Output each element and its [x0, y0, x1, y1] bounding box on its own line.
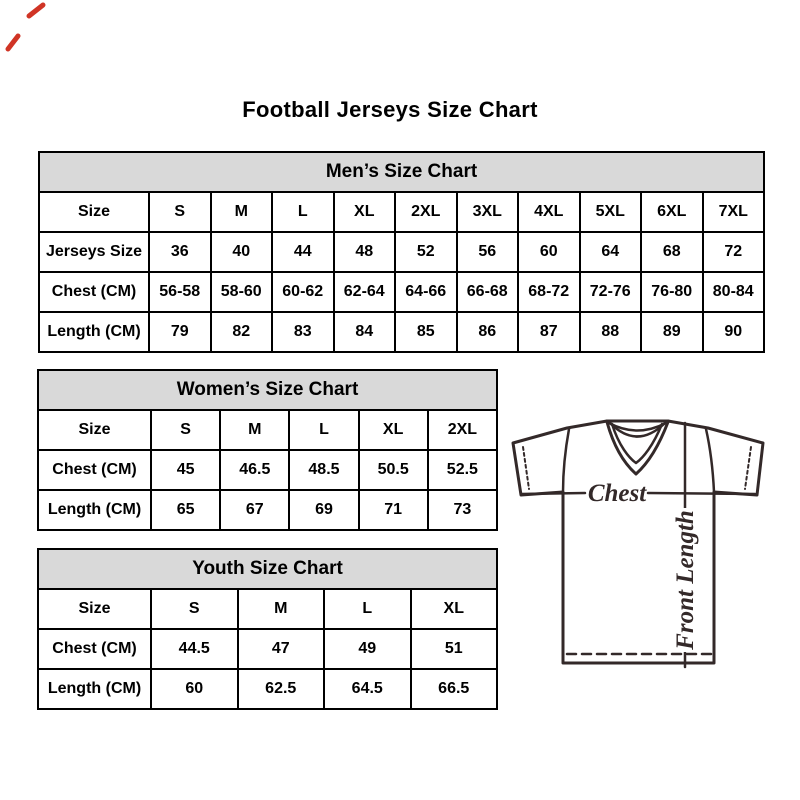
value-cell: XL: [359, 410, 428, 450]
table-row: [39, 232, 764, 272]
value-cell: 85: [395, 312, 457, 352]
row-label-cell: Jerseys Size: [39, 232, 149, 272]
value-cell: 66.5: [411, 669, 498, 709]
value-cell: 65: [151, 490, 220, 530]
value-cell: 66-68: [457, 272, 519, 312]
value-cell: 82: [211, 312, 273, 352]
left-armhole-seam: [563, 429, 569, 492]
table-row: [39, 312, 764, 352]
table-title-row: [39, 152, 764, 192]
value-cell: 87: [518, 312, 580, 352]
table-title: Youth Size Chart: [38, 549, 497, 589]
table-row: [39, 192, 764, 232]
value-cell: 36: [149, 232, 211, 272]
value-cell: 72: [703, 232, 765, 272]
value-cell: 62-64: [334, 272, 396, 312]
jersey-measurement-diagram: [505, 416, 770, 672]
value-cell: L: [289, 410, 358, 450]
value-cell: 48: [334, 232, 396, 272]
value-cell: 68-72: [518, 272, 580, 312]
value-cell: 56: [457, 232, 519, 272]
jersey-collar: [607, 421, 668, 474]
value-cell: S: [149, 192, 211, 232]
table-title: Men’s Size Chart: [39, 152, 764, 192]
value-cell: 83: [272, 312, 334, 352]
value-cell: 48.5: [289, 450, 358, 490]
mens-size-table: [38, 151, 765, 349]
table-row: [38, 669, 497, 709]
value-cell: 7XL: [703, 192, 765, 232]
value-cell: 72-76: [580, 272, 642, 312]
value-cell: 56-58: [149, 272, 211, 312]
value-cell: S: [151, 410, 220, 450]
value-cell: 88: [580, 312, 642, 352]
value-cell: 46.5: [220, 450, 289, 490]
value-cell: 60: [518, 232, 580, 272]
youth-size-table: [37, 548, 498, 706]
chest-measure-line: [521, 493, 585, 494]
value-cell: 4XL: [518, 192, 580, 232]
left-cuff-dashed-line: [523, 447, 529, 489]
value-cell: 64: [580, 232, 642, 272]
value-cell: 86: [457, 312, 519, 352]
value-cell: M: [211, 192, 273, 232]
row-label-cell: Chest (CM): [38, 629, 151, 669]
table-row: [38, 450, 497, 490]
value-cell: 62.5: [238, 669, 325, 709]
value-cell: 40: [211, 232, 273, 272]
table-row: [38, 589, 497, 629]
value-cell: 76-80: [641, 272, 703, 312]
value-cell: 84: [334, 312, 396, 352]
table-title: Women’s Size Chart: [38, 370, 497, 410]
table-title-row: [38, 549, 497, 589]
value-cell: 60: [151, 669, 238, 709]
value-cell: 52: [395, 232, 457, 272]
value-cell: 89: [641, 312, 703, 352]
value-cell: 67: [220, 490, 289, 530]
value-cell: XL: [411, 589, 498, 629]
value-cell: 80-84: [703, 272, 765, 312]
chest-measure-line-right: [648, 493, 755, 494]
row-label-cell: Length (CM): [38, 490, 151, 530]
row-label-cell: Chest (CM): [38, 450, 151, 490]
jersey-outline: [513, 421, 763, 663]
value-cell: 47: [238, 629, 325, 669]
value-cell: 44.5: [151, 629, 238, 669]
table-row: [38, 629, 497, 669]
value-cell: L: [324, 589, 411, 629]
value-cell: L: [272, 192, 334, 232]
row-label-cell: Chest (CM): [39, 272, 149, 312]
value-cell: 58-60: [211, 272, 273, 312]
value-cell: 45: [151, 450, 220, 490]
value-cell: 71: [359, 490, 428, 530]
value-cell: 90: [703, 312, 765, 352]
right-armhole-seam: [706, 429, 714, 492]
value-cell: XL: [334, 192, 396, 232]
row-label-cell: Size: [38, 410, 151, 450]
value-cell: 5XL: [580, 192, 642, 232]
value-cell: 60-62: [272, 272, 334, 312]
chest-label: Chest: [587, 480, 647, 507]
value-cell: 52.5: [428, 450, 497, 490]
value-cell: 64.5: [324, 669, 411, 709]
value-cell: M: [220, 410, 289, 450]
value-cell: 6XL: [641, 192, 703, 232]
red-corner-marks: [0, 0, 60, 60]
value-cell: 44: [272, 232, 334, 272]
row-label-cell: Length (CM): [39, 312, 149, 352]
front-length-label: Front Length: [672, 510, 699, 650]
value-cell: 79: [149, 312, 211, 352]
row-label-cell: Size: [39, 192, 149, 232]
page-title: Football Jerseys Size Chart: [242, 97, 538, 122]
value-cell: 69: [289, 490, 358, 530]
value-cell: 73: [428, 490, 497, 530]
value-cell: 64-66: [395, 272, 457, 312]
right-cuff-dashed-line: [745, 447, 751, 489]
womens-size-table: [37, 369, 498, 527]
value-cell: S: [151, 589, 238, 629]
value-cell: 2XL: [428, 410, 497, 450]
table-row: [39, 272, 764, 312]
value-cell: 50.5: [359, 450, 428, 490]
table-row: [38, 410, 497, 450]
row-label-cell: Length (CM): [38, 669, 151, 709]
value-cell: 3XL: [457, 192, 519, 232]
table-title-row: [38, 370, 497, 410]
row-label-cell: Size: [38, 589, 151, 629]
value-cell: M: [238, 589, 325, 629]
value-cell: 2XL: [395, 192, 457, 232]
value-cell: 49: [324, 629, 411, 669]
value-cell: 51: [411, 629, 498, 669]
table-row: [38, 490, 497, 530]
value-cell: 68: [641, 232, 703, 272]
